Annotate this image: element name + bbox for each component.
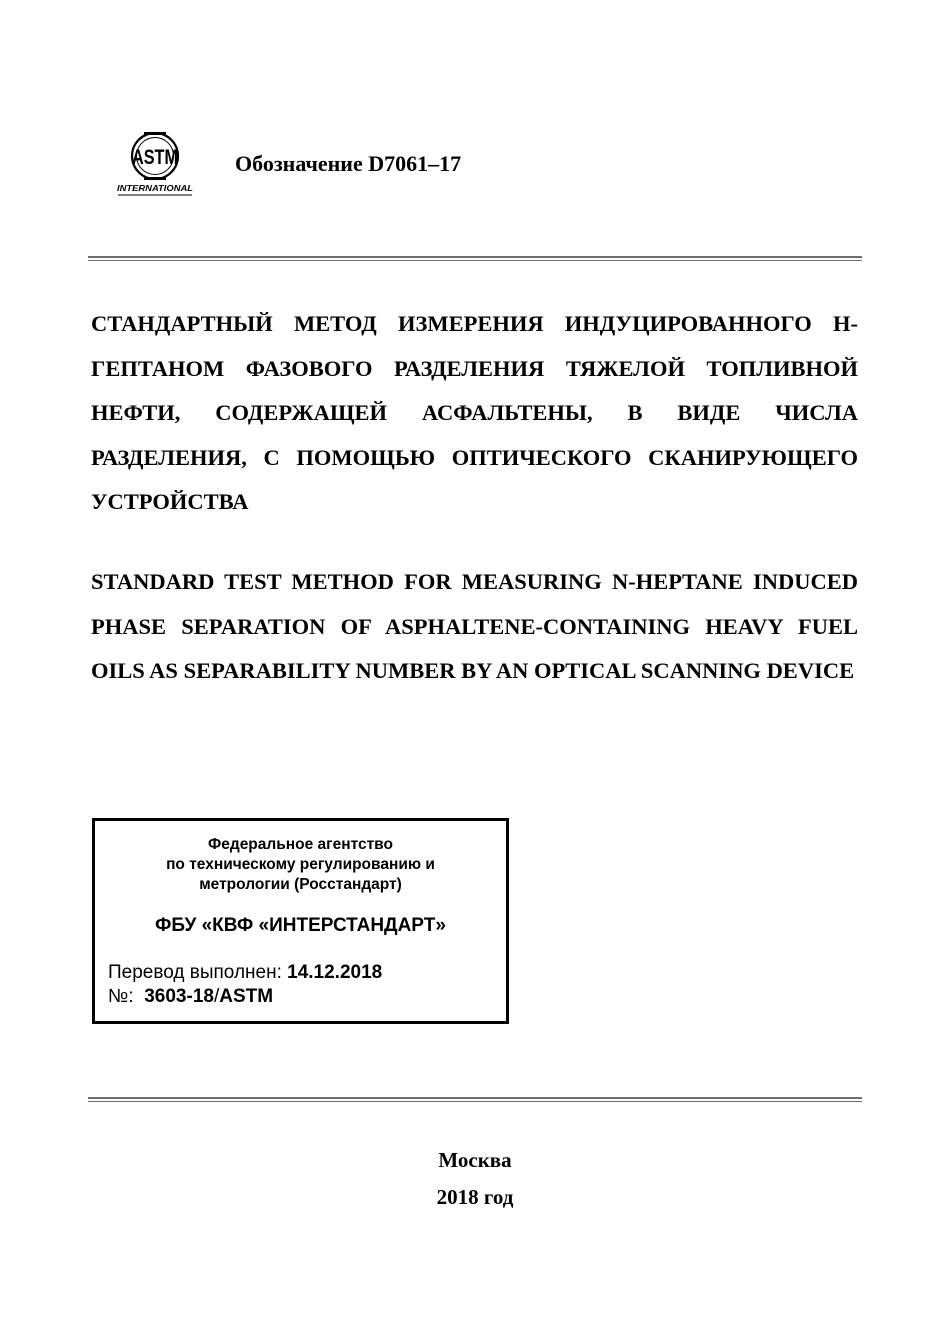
translation-date: 14.12.2018	[287, 962, 383, 983]
translation-info	[108, 961, 382, 1009]
title-ru-line: СТАНДАРТНЫЙ МЕТОД ИЗМЕРЕНИЯ ИНДУЦИРОВАННОГО	[91, 311, 812, 336]
title-ru-line: ВИДЕ ЧИСЛА РАЗДЕЛЕНИЯ, С ПОМОЩЬЮ ОПТИЧЕСКОГО	[91, 400, 858, 470]
astm-international-logo-icon	[114, 128, 196, 198]
number-suffix: ASTM	[219, 986, 274, 1007]
title-ru-line: СКАНИРУЮЩЕГО УСТРОЙСТВА	[91, 444, 858, 514]
standard-designation: Обозначение D7061–17	[235, 151, 462, 176]
number-slash: /	[213, 986, 220, 1007]
translation-stamp-box	[92, 818, 509, 1024]
logo-subtitle: INTERNATIONAL	[117, 183, 193, 193]
agency-line: Федеральное агентство	[208, 836, 393, 853]
title-ru-line: Н-ГЕПТАНОМ ФАЗОВОГО РАЗДЕЛЕНИЯ ТЯЖЕЛОЙ	[91, 311, 858, 381]
translation-number-row	[108, 985, 382, 1009]
title-en-line: SEPARABILITY NUMBER BY AN OPTICAL SCANNING DEVICE	[183, 658, 855, 683]
translation-date-row	[108, 961, 382, 985]
logo-mark: ASTM	[132, 146, 178, 169]
organization-name: ФБУ «КВФ «ИНТЕРСТАНДАРТ»	[155, 915, 446, 936]
title-ru-line: ТОПЛИВНОЙ НЕФТИ, СОДЕРЖАЩЕЙ АСФАЛЬТЕНЫ, В	[91, 355, 858, 425]
publication-city: Москва	[438, 1148, 512, 1172]
title-en-line: ASPHALTENE-CONTAINING HEAVY FUEL OILS AS	[91, 613, 858, 683]
publication-year: 2018 год	[436, 1185, 514, 1209]
title-en-line: INDUCED PHASE SEPARATION OF	[91, 569, 858, 639]
translation-label: Перевод выполнен:	[108, 962, 282, 983]
title-en-line: STANDARD TEST METHOD FOR MEASURING N-HEPTANE	[91, 569, 743, 594]
top-divider	[88, 256, 862, 258]
number-label: №:	[108, 986, 134, 1007]
bottom-divider	[88, 1097, 862, 1099]
agency-name	[95, 835, 506, 895]
title-russian	[91, 302, 858, 525]
agency-line: метрологии (Росстандарт)	[199, 876, 402, 893]
title-english	[91, 560, 858, 694]
number-value: 3603-18	[144, 986, 214, 1007]
agency-line: по техническому регулированию и	[166, 856, 435, 873]
